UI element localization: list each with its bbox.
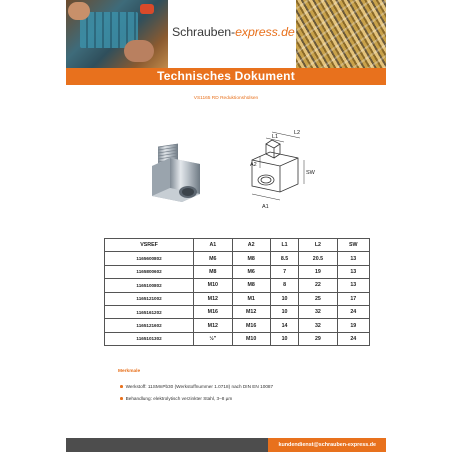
cell-l1: 7 xyxy=(270,265,298,278)
cell-sw: 19 xyxy=(337,319,369,332)
col-a2: A2 xyxy=(232,239,270,252)
cell-vsref: 1165121002 xyxy=(105,292,194,305)
table-row xyxy=(105,305,370,318)
cell-vsref: 1165600802 xyxy=(105,252,194,265)
part-schematic xyxy=(252,132,304,200)
cell-a1: M6 xyxy=(194,252,232,265)
cell-a2: M8 xyxy=(232,252,270,265)
table-row xyxy=(105,292,370,305)
col-vsref: VSREF xyxy=(105,239,194,252)
col-sw: SW xyxy=(337,239,369,252)
cell-a2: M6 xyxy=(232,265,270,278)
header-banner xyxy=(66,0,386,68)
cell-sw: 24 xyxy=(337,332,369,345)
cell-sw: 24 xyxy=(337,305,369,318)
cell-l2: 22 xyxy=(299,279,337,292)
col-l2: L2 xyxy=(299,239,337,252)
cell-sw: 13 xyxy=(337,279,369,292)
cell-l2: 29 xyxy=(299,332,337,345)
cell-l2: 25 xyxy=(299,292,337,305)
cell-a1: M12 xyxy=(194,319,232,332)
label-sw: SW xyxy=(306,170,315,176)
table-row xyxy=(105,265,370,278)
cell-l1: 8.5 xyxy=(270,252,298,265)
footer-email[interactable]: kundendienst@schrauben-express.de xyxy=(278,442,376,448)
document-title: Technisches Dokument xyxy=(157,69,295,83)
title-bar xyxy=(66,68,386,85)
product-subtitle: VS1165 RD Reduktionshülsen xyxy=(193,96,259,101)
table-row xyxy=(105,332,370,345)
cell-vsref: 1165800602 xyxy=(105,265,194,278)
logo-main-text: Schrauben- xyxy=(172,25,236,39)
cell-a2: M16 xyxy=(232,319,270,332)
table-row xyxy=(105,319,370,332)
cell-a2: M1 xyxy=(232,292,270,305)
col-a1: A1 xyxy=(194,239,232,252)
cell-sw: 13 xyxy=(337,252,369,265)
spec-table xyxy=(104,238,370,346)
document-page xyxy=(66,0,386,452)
footer-bar xyxy=(66,438,386,452)
bullet-icon xyxy=(120,397,123,400)
cell-l2: 32 xyxy=(299,305,337,318)
cell-a2: M10 xyxy=(232,332,270,345)
cell-l2: 20.5 xyxy=(299,252,337,265)
cell-l2: 19 xyxy=(299,265,337,278)
cell-sw: 17 xyxy=(337,292,369,305)
cell-sw: 13 xyxy=(337,265,369,278)
cell-a1: M12 xyxy=(194,292,232,305)
feature-item xyxy=(120,384,273,389)
part-photo xyxy=(152,144,200,202)
cell-l1: 10 xyxy=(270,332,298,345)
label-l2: L2 xyxy=(294,130,301,136)
cell-vsref: 1165161202 xyxy=(105,305,194,318)
cell-a1: ½" xyxy=(194,332,232,345)
table-header-row xyxy=(105,239,370,252)
cell-l1: 10 xyxy=(270,292,298,305)
cell-a1: M10 xyxy=(194,279,232,292)
cell-vsref: 1165121602 xyxy=(105,319,194,332)
label-a1: A1 xyxy=(262,204,269,210)
screws-photo xyxy=(296,0,386,68)
logo-accent-text: express.de xyxy=(235,25,295,39)
cell-l2: 32 xyxy=(299,319,337,332)
cell-vsref: 1165100802 xyxy=(105,279,194,292)
cell-l1: 10 xyxy=(270,305,298,318)
cell-l1: 14 xyxy=(270,319,298,332)
feature-text: Werkstoff: 11SMnPb30 (Werkstoffnummer 1.0718) nach DIN EN 10087 xyxy=(125,384,274,389)
cell-vsref: 1165101302 xyxy=(105,332,194,345)
technical-drawing xyxy=(148,122,328,227)
cell-a1: M16 xyxy=(194,305,232,318)
col-l1: L1 xyxy=(270,239,298,252)
features-title: Merkmale xyxy=(118,369,141,374)
table-row xyxy=(105,252,370,265)
cell-a2: M12 xyxy=(232,305,270,318)
cell-l1: 8 xyxy=(270,279,298,292)
feature-text: Behandlung: elektrolytisch verzinkter Stahl, 3–8 µm xyxy=(125,396,233,401)
feature-item xyxy=(120,396,232,401)
brand-logo xyxy=(172,25,295,39)
cell-a1: M8 xyxy=(194,265,232,278)
bullet-icon xyxy=(120,385,123,388)
table-row xyxy=(105,279,370,292)
cell-a2: M8 xyxy=(232,279,270,292)
label-a2: A2 xyxy=(250,162,257,168)
workshop-photo xyxy=(66,0,168,68)
label-l1: L1 xyxy=(272,134,279,140)
